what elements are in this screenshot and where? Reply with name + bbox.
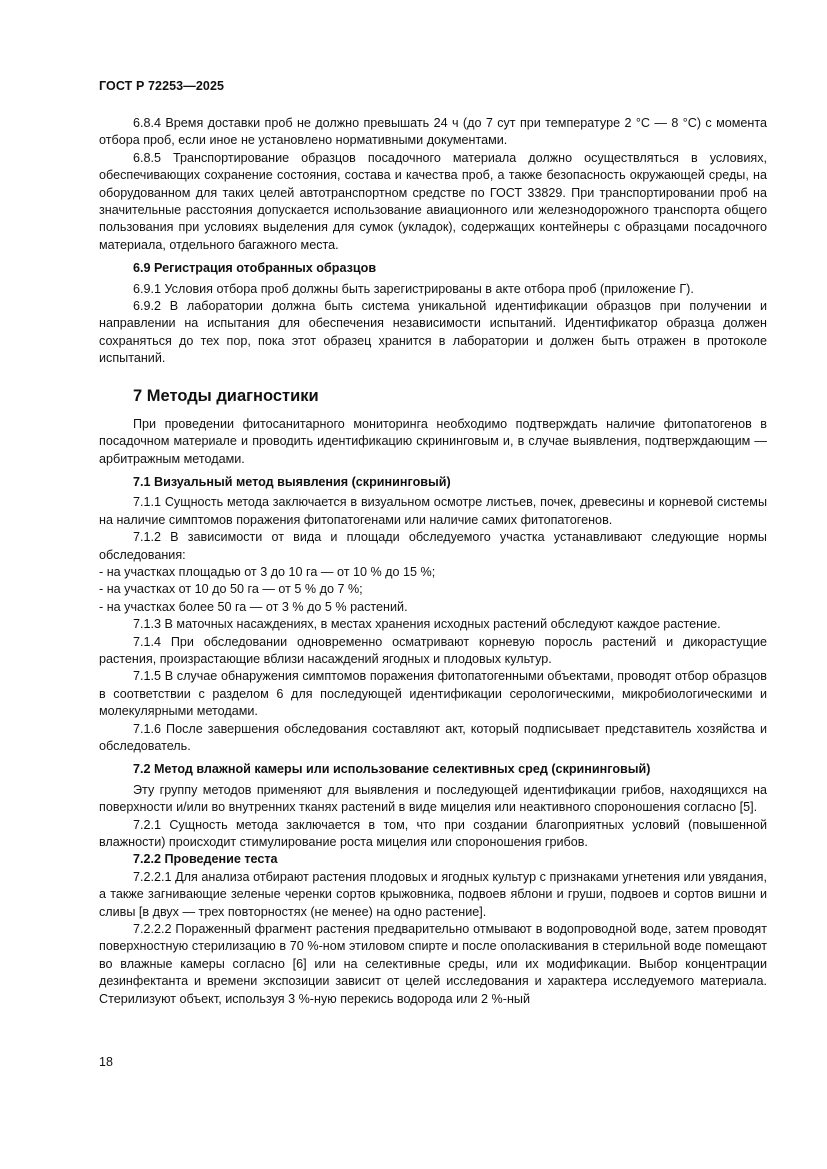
- page-number: 18: [99, 1055, 113, 1069]
- paragraph: 6.9.1 Условия отбора проб должны быть зарегистрированы в акте отбора проб (приложение Г).: [133, 281, 694, 296]
- subsection-heading: 7.1 Визуальный метод выявления (скрининговый): [133, 474, 451, 489]
- subsection-heading: 6.9 Регистрация отобранных образцов: [133, 261, 377, 276]
- paragraph: 7.2.2.1 Для анализа отбирают растения плодовых и ягодных культур с признаками угнетения или увядания, а также загнивающие зеленые черенки сортов крыжовника, подвоев яблони и груши, подвоев и сортов вишни и сливы [в двух — трех повторностях (не менее) на одно растение].: [99, 869, 767, 919]
- subsection-heading: 7.2.2 Проведение теста: [133, 852, 278, 867]
- paragraph: 6.9.2 В лаборатории должна быть система уникальной идентификации образцов при получении и направлении на испытания для обеспечения независимости испытаний. Идентификатор образца должен сохраняться до тех пор, пока этот образец хранится в лаборатории и должен быть отражен в протоколе испытаний.: [99, 299, 767, 366]
- section-heading: 7 Методы диагностики: [133, 386, 319, 405]
- list-item: - на участках площадью от 3 до 10 га — от 10 % до 15 %;: [99, 564, 436, 579]
- list-item: - на участках от 10 до 50 га — от 5 % до 7 %;: [99, 582, 363, 597]
- paragraph: 7.1.2 В зависимости от вида и площади обследуемого участка устанавливают следующие нормы обследования:: [99, 530, 767, 562]
- subsection-heading: 7.2 Метод влажной камеры или использование селективных сред (скрининговый): [133, 762, 651, 777]
- paragraph: 7.2.1 Сущность метода заключается в том, что при создании благоприятных условий (повышенной влажности) происходит стимулирование роста мицелия или спороношения грибов.: [99, 817, 767, 850]
- paragraph: Эту группу методов применяют для выявления и последующей идентификации грибов, находящихся на поверхности и/или во внутренних тканях растений в виде мицелия или неактивного спороношения согласно [5].: [99, 782, 767, 815]
- paragraph: 7.1.3 В маточных насаждениях, в местах хранения исходных растений обследуют каждое растение.: [133, 617, 721, 632]
- paragraph: 6.8.4 Время доставки проб не должно превышать 24 ч (до 7 сут при температуре 2 °C — 8 °C) с момента отбора проб, если иное не установлено нормативными документами.: [99, 116, 767, 148]
- paragraph: 7.1.5 В случае обнаружения симптомов поражения фитопатогенными объектами, проводят отбор образцов в соответствии с разделом 6 для последующей идентификации серологическими, микробиологическими и молекулярными методами.: [99, 669, 767, 719]
- paragraph: 7.1.4 При обследовании одновременно осматривают корневую поросль растений и дикорастущие растения, произрастающие вблизи насаждений ягодных и плодовых культур.: [99, 634, 767, 666]
- paragraph: 7.2.2.2 Пораженный фрагмент растения предварительно отмывают в водопроводной воде, затем проводят поверхностную стерилизацию в 70 %-ном этиловом спирте и после ополаскивания в стерильной воде помещают во влажные камеры согласно [6] или на селективные среды, или их модификации. Выбор концентрации дезинфектанта и времени экспозиции зависит от целей исследования и характера исследуемого материала. Стерилизуют объект, используя 3 %-ную перекись водорода или 2 %-ный: [99, 922, 767, 1006]
- paragraph: 7.1.1 Сущность метода заключается в визуальном осмотре листьев, почек, древесины и корневой системы на наличие симптомов поражения фитопатогенами или наличие самих фитопатогенов.: [99, 495, 767, 527]
- paragraph: 7.1.6 После завершения обследования составляют акт, который подписывает представитель хозяйства и обследователь.: [99, 721, 767, 753]
- document-header: ГОСТ Р 72253—2025: [99, 79, 225, 93]
- paragraph: При проведении фитосанитарного мониторинга необходимо подтверждать наличие фитопатогенов в посадочном материале и проводить идентификацию скрининговым и, в случае выявления, подтверждающим — арбитражным методами.: [99, 416, 767, 466]
- document-body: [99, 115, 767, 1008]
- paragraph: 6.8.5 Транспортирование образцов посадочного материала должно осуществляться в условиях, обеспечивающих сохранение состояния, состава и качества проб, а также безопасность окружающей среды, на оборудованном для таких целей автотранспортном средстве по ГОСТ 33829. При транспортировании проб на значительные расстояния допускается использование авиационного или железнодорожного транспорта общего пользования при условиях выделения для сумок (укладок), содержащих контейнеры с образцами посадочного материала, отдельного багажного места.: [99, 150, 767, 252]
- list-item: - на участках более 50 га — от 3 % до 5 % растений.: [99, 599, 408, 614]
